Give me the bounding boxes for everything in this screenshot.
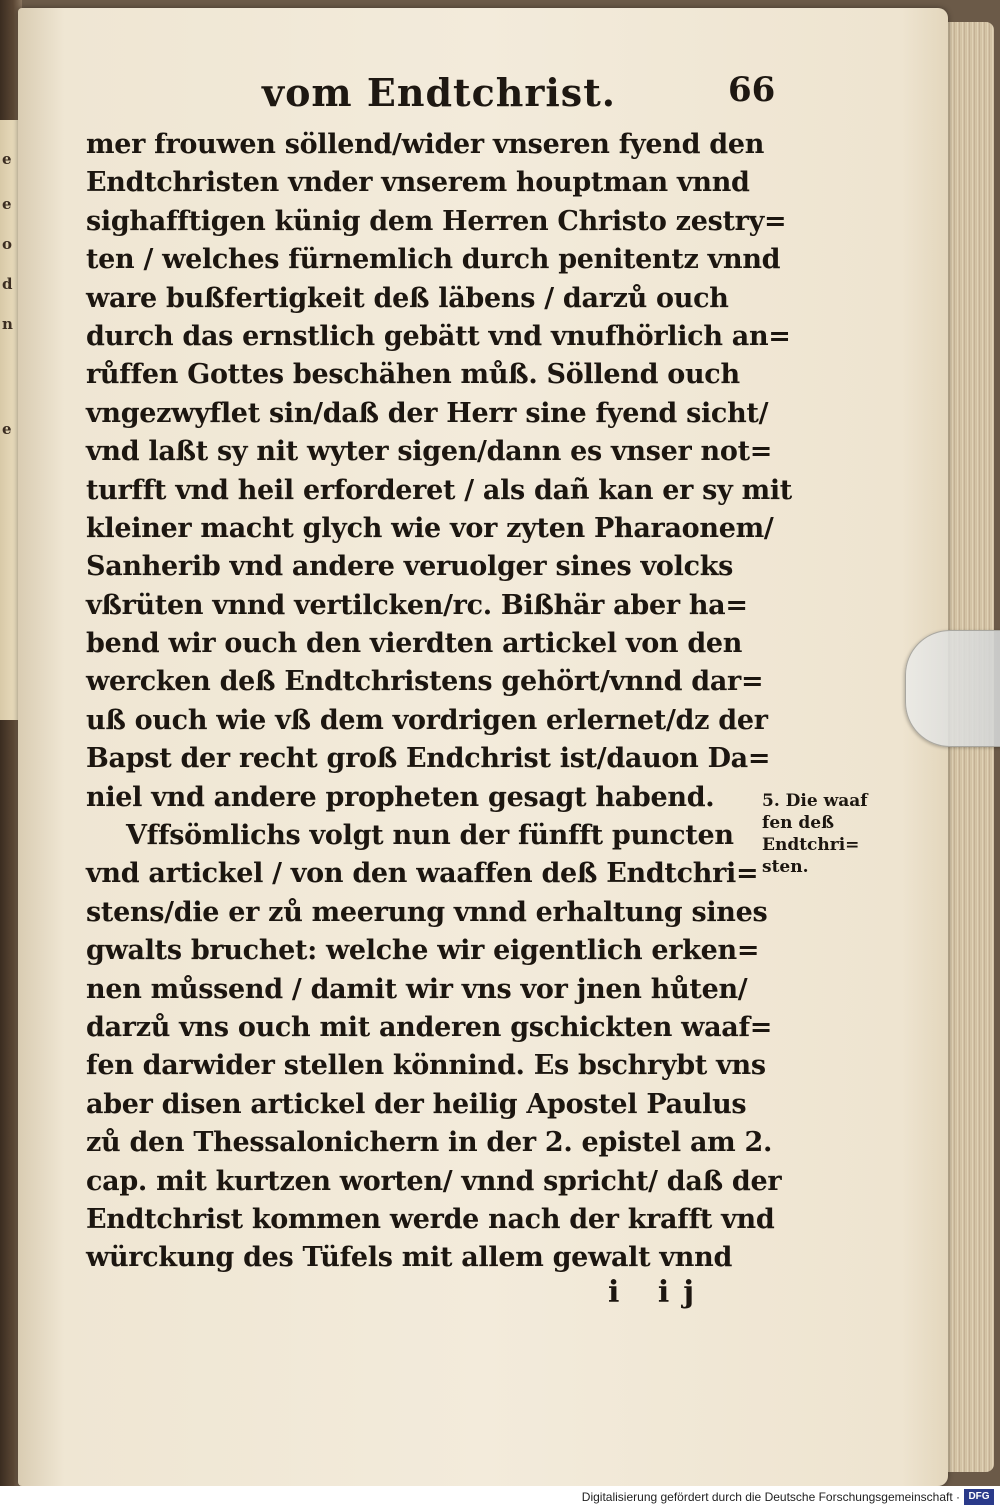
- marginal-line: sten.: [762, 857, 809, 877]
- marginal-line: 5. Die waaf: [762, 791, 868, 811]
- text-line: Bapst der recht groß Endchrist ist/dauon Da=: [86, 743, 771, 775]
- text-line: Endtchrist kommen werde nach der krafft vnd: [86, 1203, 775, 1235]
- text-line: ware bußfertigkeit deß läbens / darzů ouch: [86, 282, 729, 314]
- dfg-logo: DFG: [964, 1489, 994, 1505]
- text-line: cap. mit kurtzen worten/ vnnd spricht/ daß der: [86, 1165, 782, 1197]
- text-line: růffen Gottes beschähen můß. Söllend ouch: [86, 359, 740, 391]
- text-line: uß ouch wie vß dem vordrigen erlernet/dz der: [86, 704, 768, 736]
- text-line: bend wir ouch den vierdten artickel von den: [86, 628, 743, 660]
- marginal-note: [762, 790, 902, 878]
- text-line: darzů vns ouch mit anderen gschickten waaf=: [86, 1011, 773, 1043]
- text-line: gwalts bruchet: welche wir eigentlich erken=: [86, 935, 760, 967]
- text-line: fen darwider stellen könnind. Es bschrybt vns: [86, 1050, 766, 1082]
- text-line: sighafftigen künig dem Herren Christo zestry=: [86, 205, 787, 237]
- spine-letter: o: [2, 235, 13, 253]
- text-line: Sanherib vnd andere veruolger sines volcks: [86, 551, 734, 583]
- running-head: vom Endtchrist.: [262, 70, 616, 115]
- text-line: zů den Thessalonichern in der 2. epistel am 2.: [86, 1127, 773, 1159]
- footer-credit: Digitalisierung gefördert durch die Deutsche Forschungsgemeinschaft ·: [581, 1490, 960, 1504]
- body-text: [86, 126, 792, 1278]
- text-line: wercken deß Endtchristens gehört/vnnd dar=: [86, 666, 764, 698]
- text-line: vßrüten vnnd vertilcken/rc. Bißhär aber ha=: [86, 589, 748, 621]
- text-line: nen můssend / damit wir vns vor jnen hůten/: [86, 973, 748, 1005]
- marginal-line: fen deß: [762, 813, 835, 833]
- spine-letter: e: [2, 420, 12, 438]
- paragraph-start-line: Vffsömlichs volgt nun der fünfft puncten: [126, 820, 734, 852]
- text-line: vngezwyflet sin/daß der Herr sine fyend sicht/: [86, 397, 769, 429]
- text-line: durch das ernstlich gebätt vnd vnufhörlich an=: [86, 320, 791, 352]
- text-line: kleiner macht glych wie vor zyten Pharaonem/: [86, 512, 774, 544]
- spine-letter: e: [2, 195, 12, 213]
- spine-letter: n: [2, 315, 13, 333]
- text-line: aber disen artickel der heilig Apostel Paulus: [86, 1088, 747, 1120]
- page-edges: [946, 22, 994, 1472]
- text-line: vnd laßt sy nit wyter sigen/dann es vnser not=: [86, 436, 773, 468]
- page-number: 66: [728, 70, 776, 110]
- text-line: stens/die er zů meerung vnnd erhaltung sines: [86, 896, 768, 928]
- text-line: turfft vnd heil erforderet / als dañ kan er sy mit: [86, 474, 792, 506]
- marginal-line: Endtchri=: [762, 835, 860, 855]
- text-line: ten / welches fürnemlich durch penitentz vnnd: [86, 244, 781, 276]
- spine-letter: d: [2, 275, 13, 293]
- text-line: mer frouwen söllend/wider vnseren fyend den: [86, 129, 765, 160]
- spine-letter: e: [2, 150, 12, 168]
- text-line: vnd artickel / von den waaffen deß Endtchri=: [86, 858, 759, 890]
- text-line: niel vnd andere propheten gesagt habend.: [86, 781, 715, 813]
- text-line: würckung des Tüfels mit allem gewalt vnnd: [86, 1242, 733, 1274]
- bookmark-tab: [905, 630, 1000, 747]
- text-line: Endtchristen vnder vnserem houptman vnnd: [86, 167, 750, 199]
- signature-mark: i ij: [608, 1275, 709, 1310]
